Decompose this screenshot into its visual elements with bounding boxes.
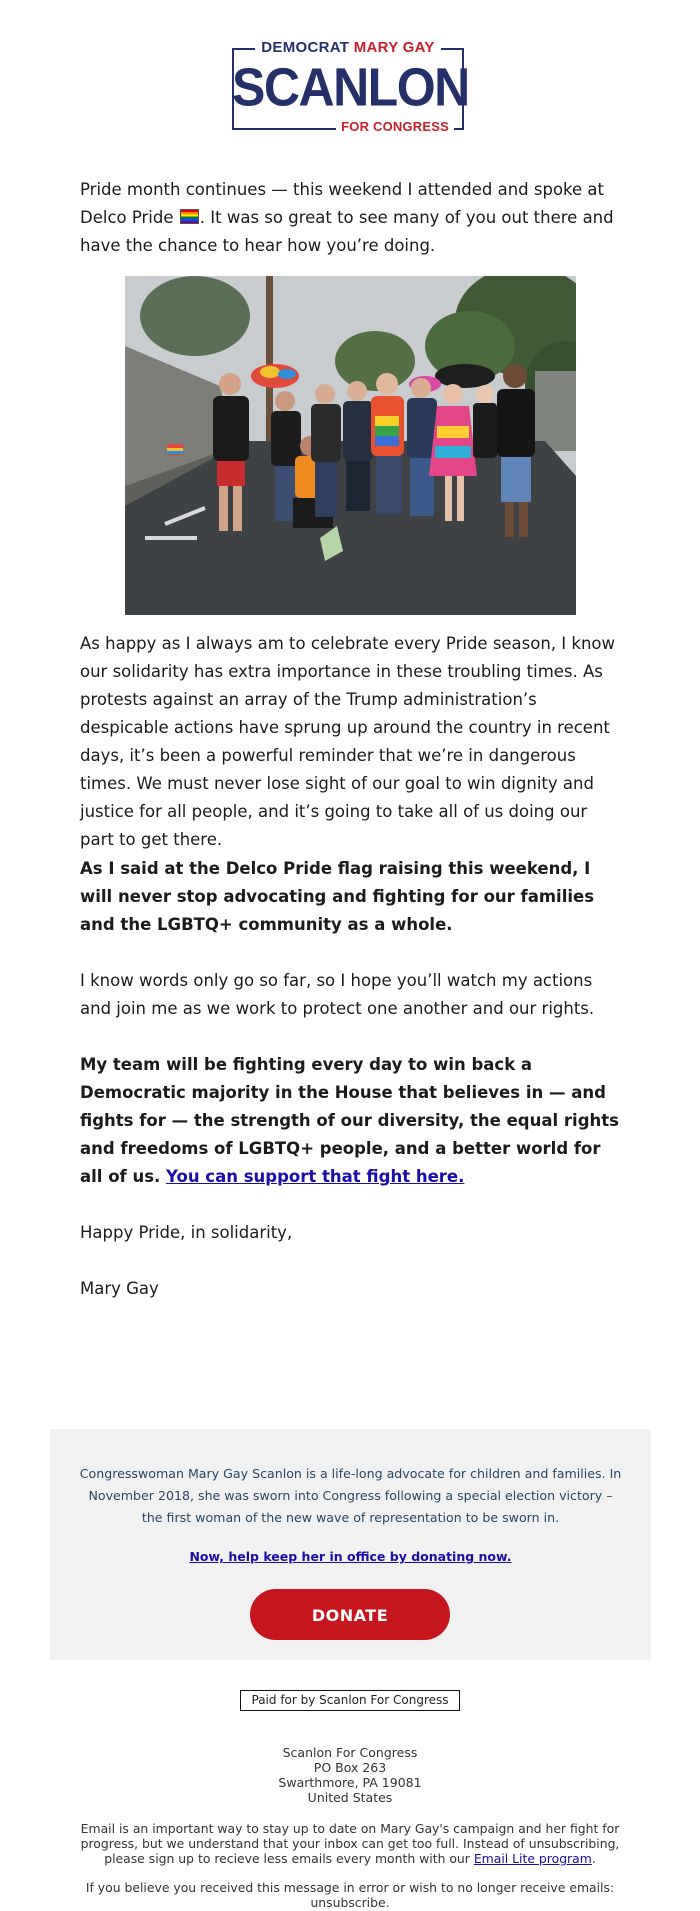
unsubscribe-note: If you believe you received this message in error or wish to no longer receive emails: unsubscribe.	[85, 1880, 615, 1910]
donate-now-link[interactable]: Now, help keep her in office by donating now.	[189, 1549, 512, 1564]
logo-democrat: DEMOCRAT	[261, 39, 350, 56]
logo-for-congress: FOR CONGRESS	[336, 119, 454, 135]
intro-paragraph: Pride month continues — this weekend I attended and spoke at Delco Pride . It was so great to see many of you out there and have the chance to hear how you’re doing.	[80, 180, 614, 255]
paragraph-solidarity: As happy as I always am to celebrate every Pride season, I know our solidarity has extra importance in these troubling times. As protests against an array of the Trump administration’s despicable actions have sprung up around the country in recent days, it’s been a powerful reminder that we’re in dangerous times. We must never lose sight of our goal to win dignity and justice for all people, and it’s going to take all of us doing our part to get there.	[80, 634, 616, 849]
mailing-address	[0, 1745, 700, 1805]
campaign-logo[interactable]	[232, 39, 469, 134]
paid-for-disclaimer: Paid for by Scanlon For Congress	[240, 1690, 460, 1711]
logo-scanlon: SCANLON	[232, 56, 469, 118]
email-lite-link[interactable]: Email Lite program	[473, 1851, 592, 1866]
address-line: PO Box 263	[313, 1760, 387, 1775]
pride-group-photo	[125, 276, 576, 615]
scanlon-bio: Congresswoman Mary Gay Scanlon is a life-long advocate for children and families. In November 2018, she was sworn into Congress following a special election victory – the first woman of the new wave of representation to be sworn in.	[79, 1466, 622, 1525]
unsubscribe-link[interactable]: unsubscribe.	[310, 1895, 390, 1910]
paragraph-team-fighting: My team will be fighting every day to win back a Democratic majority in the House that believes in — and fights for — the strength of our diversity, the equal rights and freedoms of LGBTQ+ people, and a better world for all of us. You can support that fight here.	[80, 1055, 619, 1186]
photo-group-at-pride-icon	[125, 276, 576, 615]
address-line: Scanlon For Congress	[282, 1745, 418, 1760]
signature: Mary Gay	[80, 1279, 159, 1298]
logo-mary-gay: MARY GAY	[353, 39, 435, 56]
support-fight-link[interactable]: You can support that fight here.	[166, 1167, 465, 1186]
rainbow-flag-icon	[180, 209, 199, 224]
donate-button[interactable]: DONATE	[250, 1589, 450, 1640]
signoff: Happy Pride, in solidarity,	[80, 1223, 293, 1242]
paragraph-delco-pride-quote: As I said at the Delco Pride flag raising this weekend, I will never stop advocating and fighting for our families and the LGBTQ+ community as a whole.	[80, 859, 595, 934]
email-lite-note: Email is an important way to stay up to date on Mary Gay's campaign and her fight for progress, but we understand that your inbox can get too full. Instead of unsubscribing, please sign up to recieve less emails every month with our Email Lite program.	[80, 1821, 620, 1866]
paragraph-watch-actions: I know words only go so far, so I hope you’ll watch my actions and join me as we work to protect one another and our rights.	[80, 971, 595, 1018]
address-line: Swarthmore, PA 19081	[278, 1775, 422, 1790]
address-line: United States	[307, 1790, 393, 1805]
